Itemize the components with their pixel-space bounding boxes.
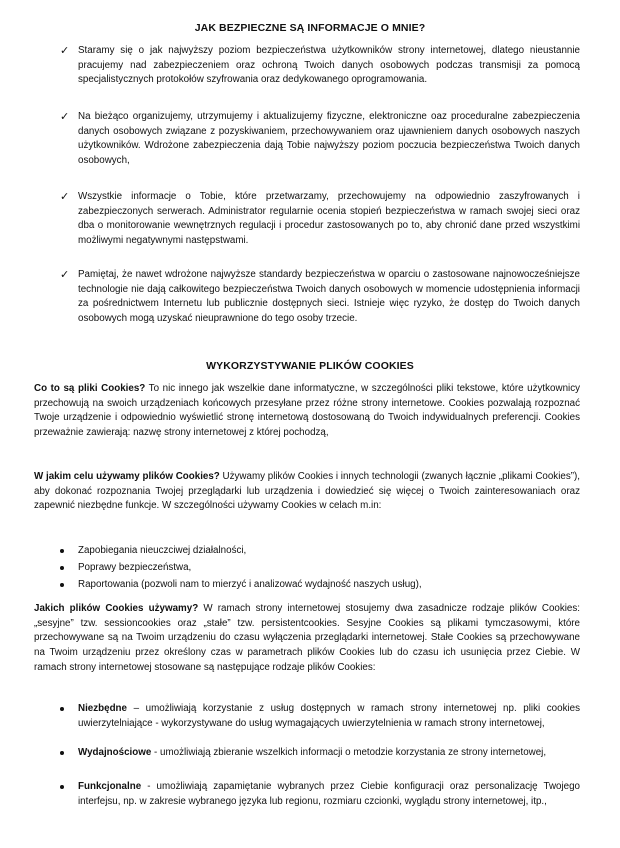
cookie-type-name: Wydajnościowe: [78, 747, 152, 758]
list-item: [60, 110, 580, 169]
paragraph-why-cookies: [34, 470, 580, 514]
cookie-type-desc: – umożliwiają korzystanie z usług dostępnych w ramach strony internetowej np. pliki cookies uwierzytelniające - wykorzystywane do usług wymagających uwierzytelnienia w ramach strony internetowej,: [78, 703, 580, 729]
cookie-type-desc: - umożliwiają zapamiętanie wybranych przez Ciebie konfiguracji oraz personalizację Twojego interfejsu, np. w zakresie wybranego języka lub regionu, rozmiaru czcionki, wyglądu strony internetowej, itp.,: [78, 781, 580, 807]
list-item: [60, 190, 580, 249]
list-item: [60, 578, 580, 593]
list-item-text: [78, 780, 580, 809]
list-item-text: Zapobiegania nieuczciwej działalności,: [78, 545, 247, 556]
cookie-type-name: Funkcjonalne: [78, 781, 142, 792]
bullet-icon: [60, 583, 64, 587]
list-item-text: [78, 702, 580, 731]
cookie-type-name: Niezbędne: [78, 703, 127, 714]
bullet-icon: [60, 707, 64, 711]
list-item-text: [78, 746, 580, 761]
paragraph-lead: Co to są pliki Cookies?: [34, 383, 146, 394]
checkmark-icon: ✓: [60, 269, 70, 281]
list-item-text: Raportowania (pozwoli nam to mierzyć i analizować wydajność naszych usług),: [78, 579, 422, 590]
bullet-icon: [60, 566, 64, 570]
list-item: [60, 561, 580, 576]
list-item: [60, 780, 580, 809]
list-item-text: Wszystkie informacje o Tobie, które przetwarzamy, przechowujemy na odpowiednio zaszyfrowanych i zabezpieczonych serwerach. Administrator regularnie ocenia stopień bezpieczeństwa w ramach swojej sieci oraz dba o monitorowanie wewnętrznych regulacji i procedur zastosowanych po to, aby chronić dane przed wszystkimi możliwymi negatywnymi następstwami.: [78, 191, 580, 247]
cookie-type-desc: - umożliwiają zbieranie wszelkich informacji o metodzie korzystania ze strony internetowej,: [151, 747, 547, 758]
checkmark-icon: ✓: [60, 111, 70, 123]
list-item-text: Poprawy bezpieczeństwa,: [78, 562, 192, 573]
checkmark-icon: ✓: [60, 45, 70, 57]
list-item: [60, 544, 580, 559]
paragraph-body: W ramach strony internetowej stosujemy dwa zasadnicze rodzaje plików Cookies: „sesyjne” tzw. sessioncookies oraz „stałe” tzw. persistentcookies. Sesyjne Cookies są plikami tymczasowymi, które przechowywane są na Twoim urządzeniu do czasu wyłączenia przeglądarki internetowej. Stałe Cookies są przechowywane na Twoim urządzeniu przez określony czas w parametrach plików Cookies lub do czasu ich usunięcia przez Ciebie. W ramach strony internetowej stosowane są następujące rodzaje plików Cookies:: [34, 603, 580, 673]
bullet-icon: [60, 785, 64, 789]
list-item-text: Na bieżąco organizujemy, utrzymujemy i aktualizujemy fizyczne, elektroniczne oaz proceduralne zabezpieczenia danych osobowych związane z pozyskiwaniem, przechowywaniem oraz ujawnieniem danych osobowych naszych użytkowników. Wdrożone zabezpieczenia dają Tobie najwyższy poziom poczucia bezpieczeństwa Twoich danych osobowych,: [78, 111, 580, 167]
paragraph-which-cookies: [34, 602, 580, 676]
list-item: [60, 268, 580, 327]
paragraph-lead: W jakim celu używamy plików Cookies?: [34, 471, 220, 482]
paragraph-body: Używamy plików Cookies i innych technologii (zwanych łącznie „plikami Cookies”), aby dokonać rozpoznania Twojej przeglądarki lub urządzenia i dowiedzieć się więcej o Twoich zainteresowaniach oraz zapewnić niezbędne funkcje. W szczególności używamy Cookies w celach m.in:: [34, 471, 580, 512]
paragraph-what-are-cookies: [34, 382, 580, 441]
list-item: [60, 746, 580, 761]
list-item-text: Staramy się o jak najwyższy poziom bezpieczeństwa użytkowników strony internetowej, dlatego nieustannie pracujemy nad zabezpieczeniem oraz ochroną Twoich danych osobowych podczas transmisji za pomocą specjalistycznych protokołów szyfrowania oraz dedykowanego oprogramowania.: [78, 45, 580, 86]
section-heading-security: JAK BEZPIECZNE SĄ INFORMACJE O MNIE?: [194, 22, 426, 34]
section-heading-cookies: WYKORZYSTYWANIE PLIKÓW COOKIES: [206, 360, 414, 372]
list-item: [60, 702, 580, 731]
paragraph-body: To nic innego jak wszelkie dane informatyczne, w szczególności pliki tekstowe, które użytkownicy przechowują na swoich urządzeniach końcowych przesyłane przez różne strony internetowe. Cookies pozwalają rozpoznać Twoje urządzenie i odpowiednio wyświetlić stronę internetową dostosowaną do Twoich indywidualnych preferencji. Cookies przeważnie zawierają: nazwę strony internetowej z której pochodzą,: [34, 383, 580, 439]
checkmark-icon: ✓: [60, 191, 70, 203]
list-item-text: Pamiętaj, że nawet wdrożone najwyższe standardy bezpieczeństwa w oparciu o zastosowane najnowocześniejsze technologie nie dają całkowitego bezpieczeństwa Twoich danych osobowych w momencie udostępnienia informacji za pośrednictwem Internetu lub publicznie dostępnych sieci. Istnieje więc ryzyko, że dostęp do Twoich danych osobowych mogą uzyskać nieuprawnione do tego osoby trzecie.: [78, 269, 580, 325]
bullet-icon: [60, 549, 64, 553]
paragraph-lead: Jakich plików Cookies używamy?: [34, 603, 199, 614]
list-item: [60, 44, 580, 88]
bullet-icon: [60, 751, 64, 755]
